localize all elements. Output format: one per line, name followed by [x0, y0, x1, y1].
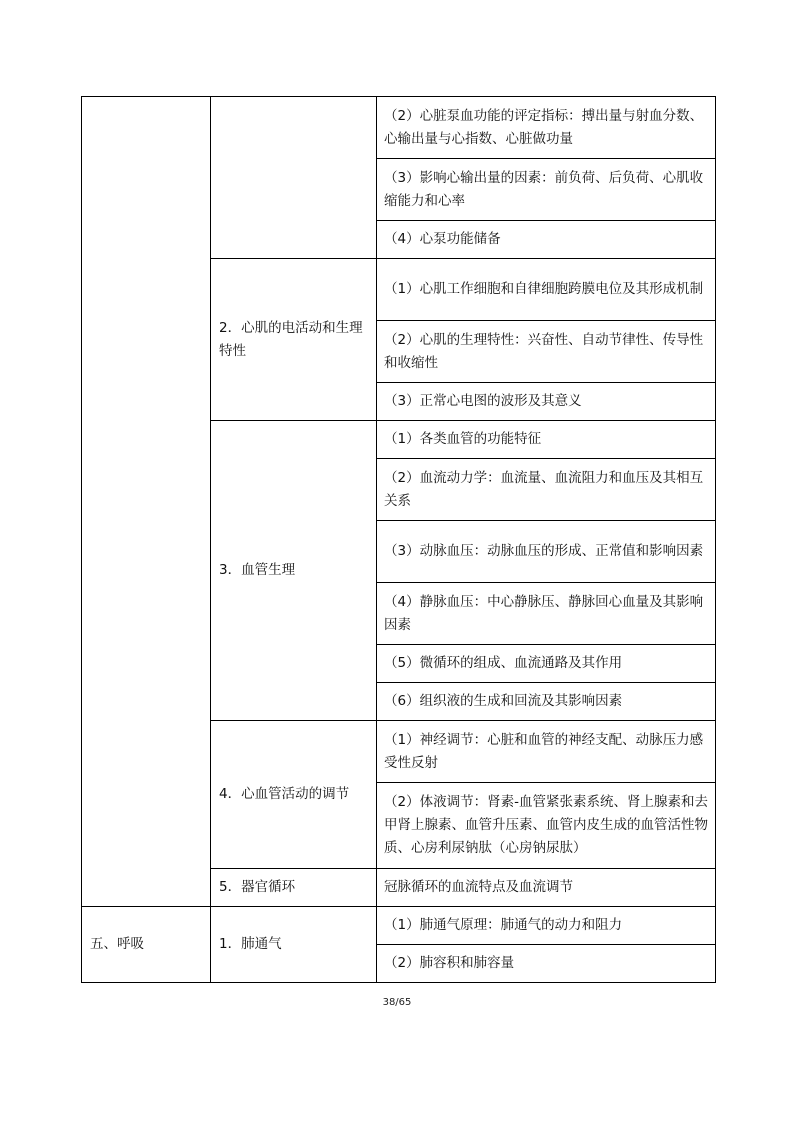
topic-cell: （2）体液调节：肾素-血管紧张素系统、肾上腺素和去甲肾上腺素、血管升压素、血管内皮生成的血管活性物质、心房利尿钠肽（心房钠尿肽） [377, 783, 716, 869]
topic-cell: （2）心脏泵血功能的评定指标：搏出量与射血分数、心输出量与心指数、心脏做功量 [377, 97, 716, 159]
unit-cell: 3．血管生理 [211, 421, 377, 721]
topic-cell: （2）血流动力学：血流量、血流阻力和血压及其相互关系 [377, 459, 716, 521]
chapter-cell [82, 97, 211, 907]
table-row [82, 907, 716, 945]
unit-cell: 1．肺通气 [211, 907, 377, 983]
topic-cell: （3）动脉血压：动脉血压的形成、正常值和影响因素 [377, 521, 716, 583]
topic-cell: （2）肺容积和肺容量 [377, 945, 716, 983]
topic-cell: （4）心泵功能储备 [377, 221, 716, 259]
table-row [82, 97, 716, 159]
topic-cell: （1）神经调节：心脏和血管的神经支配、动脉压力感受性反射 [377, 721, 716, 783]
topic-cell: （1）肺通气原理：肺通气的动力和阻力 [377, 907, 716, 945]
chapter-cell: 五、呼吸 [82, 907, 211, 983]
topic-cell: （2）心肌的生理特性：兴奋性、自动节律性、传导性和收缩性 [377, 321, 716, 383]
unit-cell: 5．器官循环 [211, 869, 377, 907]
topic-cell: （3）影响心输出量的因素：前负荷、后负荷、心肌收缩能力和心率 [377, 159, 716, 221]
topic-cell: （1）心肌工作细胞和自律细胞跨膜电位及其形成机制 [377, 259, 716, 321]
page-number: 38/65 [382, 997, 412, 1008]
topic-cell: 冠脉循环的血流特点及血流调节 [377, 869, 716, 907]
topic-cell: （3）正常心电图的波形及其意义 [377, 383, 716, 421]
topic-cell: （6）组织液的生成和回流及其影响因素 [377, 683, 716, 721]
topic-cell: （1）各类血管的功能特征 [377, 421, 716, 459]
topic-cell: （4）静脉血压：中心静脉压、静脉回心血量及其影响因素 [377, 583, 716, 645]
topic-cell: （5）微循环的组成、血流通路及其作用 [377, 645, 716, 683]
unit-cell [211, 97, 377, 259]
unit-cell: 4．心血管活动的调节 [211, 721, 377, 869]
unit-cell: 2．心肌的电活动和生理特性 [211, 259, 377, 421]
syllabus-table [81, 96, 716, 983]
